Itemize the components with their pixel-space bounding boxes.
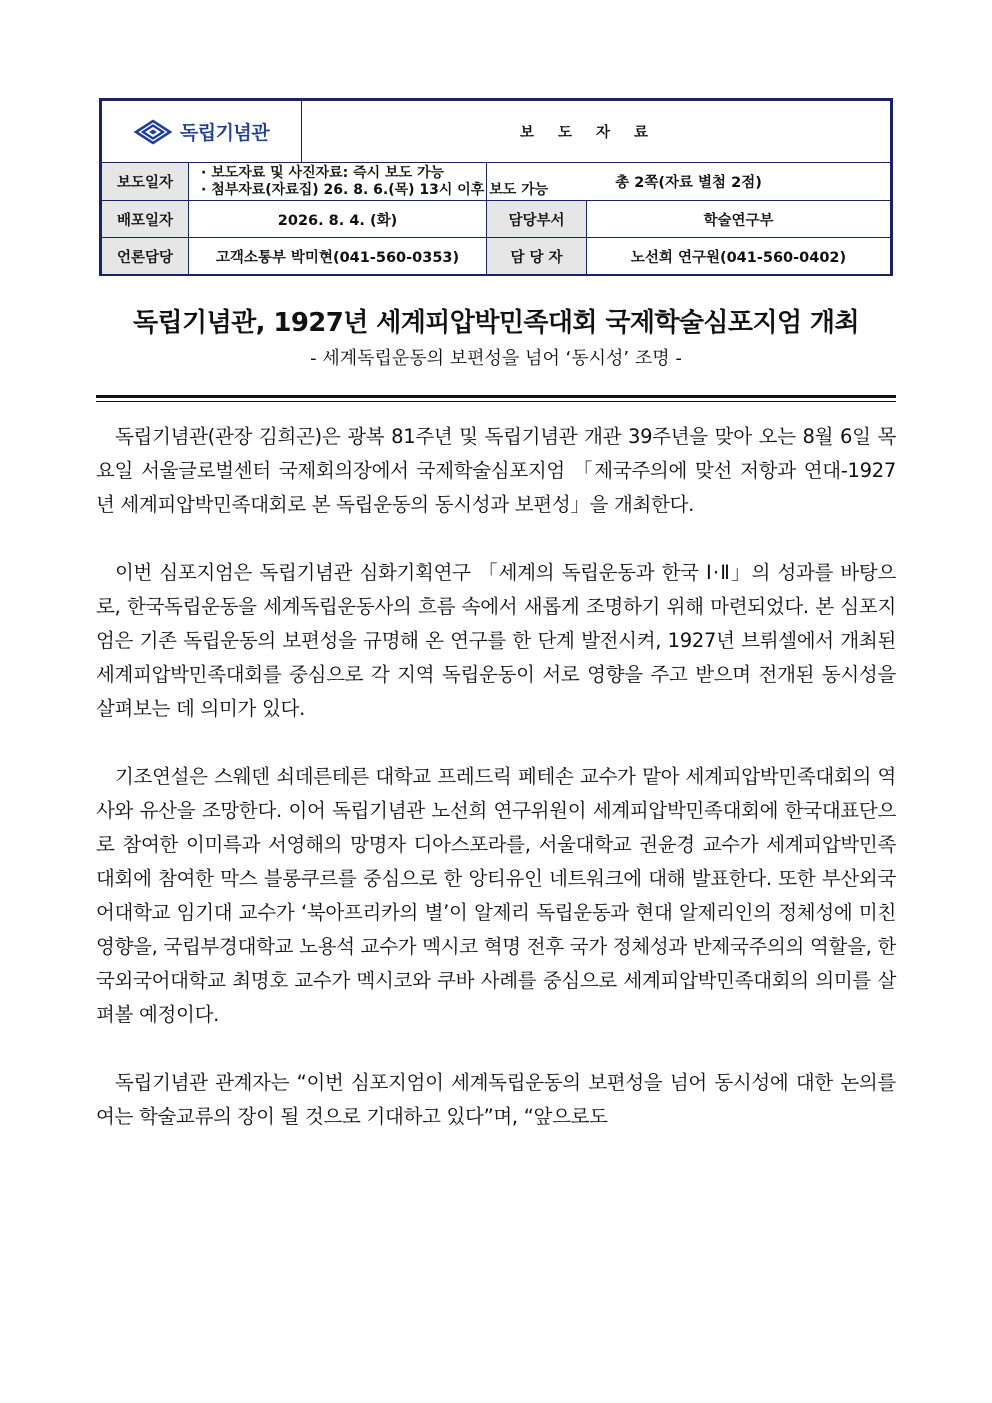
embargo-info (189, 163, 549, 201)
press-subheadline: - 세계독립운동의 보편성을 넘어 ‘동시성’ 조명 - (310, 348, 682, 369)
embargo-line: · 보도자료 및 사진자료: 즉시 보도 가능 (201, 164, 445, 181)
independence-hall-emblem-icon (134, 119, 172, 145)
logo-cell (102, 101, 302, 163)
distribution-date: 2026. 8. 4. (화) (189, 201, 487, 238)
divider-thin (96, 401, 896, 402)
department-label: 담당부서 (487, 201, 587, 238)
page-count: 총 2쪽(자료 별첨 2점) (487, 163, 891, 201)
paragraph: 독립기념관(관장 김희곤)은 광복 81주년 및 독립기념관 개관 39주년을 맞아 오는 8월 6일 목요일 서울글로벌센터 국제회의장에서 국제학술심포지엄 「제국주의에 맞선 저항과 연대-1927년 세계피압박민족대회로 본 독립운동의 동시성과 보편성」을 개최한다. (96, 425, 896, 516)
paragraph: 독립기념관 관계자는 “이번 심포지엄이 세계독립운동의 보편성을 넘어 동시성에 대한 논의를 여는 학술교류의 장이 될 것으로 기대하고 있다”며, “앞으로도 (96, 1071, 896, 1128)
press-headline: 독립기념관, 1927년 세계피압박민족대회 국제학술심포지엄 개최 (133, 308, 859, 338)
press-info-table (99, 98, 893, 276)
divider-thick (96, 395, 896, 398)
article-body (96, 420, 896, 1168)
paragraph: 기조연설은 스웨덴 쇠데른테른 대학교 프레드릭 페테손 교수가 맡아 세계피압박민족대회의 역사와 유산을 조망한다. 이어 독립기념관 노선희 연구위원이 세계피압박민족대회에 한국대표단으로 참여한 이미륵과 서영해의 망명자 디아스포라를, 서울대학교 권윤경 교수가 세계피압박민족대회에 참여한 막스 블롱쿠르를 중심으로 한 앙티유인 네트워크에 대해 발표한다. 또한 부산외국어대학교 임기대 교수가 ‘북아프리카의 별’이 알제리 독립운동과 현대 알제리인의 정체성에 미친 영향을, 국립부경대학교 노용석 교수가 멕시코 혁명 전후 국가 정체성과 반제국주의의 역할을, 한국외국어대학교 최명호 교수가 멕시코와 쿠바 사례를 중심으로 세계피압박민족대회의 의미를 살펴볼 예정이다. (96, 765, 896, 1026)
distribution-date-label: 배포일자 (102, 201, 189, 238)
release-date-label: 보도일자 (102, 163, 189, 201)
person-in-charge-label: 담 당 자 (487, 238, 587, 275)
embargo-line: · 첨부자료(자료집) 26. 8. 6.(목) 13시 이후 보도 가능 (201, 181, 549, 198)
department-value: 학술연구부 (587, 201, 891, 238)
paragraph: 이번 심포지엄은 독립기념관 심화기획연구 「세계의 독립운동과 한국 Ⅰ·Ⅱ」의 성과를 바탕으로, 한국독립운동을 세계독립운동사의 흐름 속에서 새롭게 조명하기 위해 마련되었다. 본 심포지엄은 기존 독립운동의 보편성을 규명해 온 연구를 한 단계 발전시켜, 1927년 브뤼셀에서 개최된 세계피압박민족대회를 중심으로 각 지역 독립운동이 서로 영향을 주고 받으며 전개된 동시성을 살펴보는 데 의미가 있다. (96, 561, 896, 720)
doc-type-title: 보도자료 (302, 101, 891, 163)
person-in-charge: 노선희 연구원(041-560-0402) (587, 238, 891, 275)
logo-text: 독립기념관 (179, 122, 270, 144)
media-contact-label: 언론담당 (102, 238, 189, 275)
media-contact: 고객소통부 박미현(041-560-0353) (189, 238, 487, 275)
